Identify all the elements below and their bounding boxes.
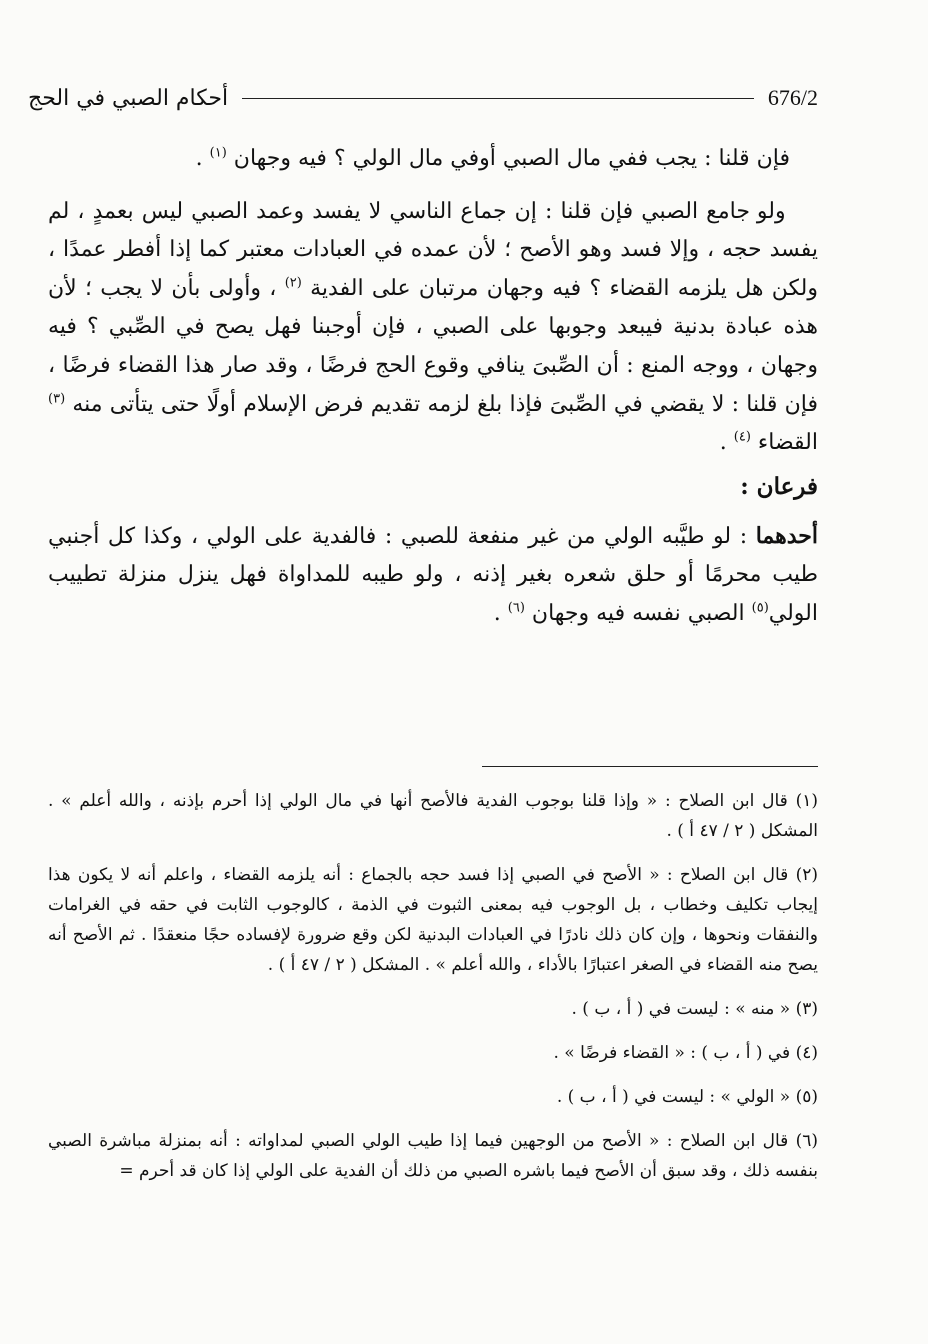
paragraph-2	[48, 193, 818, 463]
header-rule	[242, 98, 754, 99]
footnote-ref-5: (٥)	[751, 600, 769, 616]
paragraph-3-text-a: : لو طيَّبه الولي من غير منفعة للصبي : فالفدية على الولي ، وكذا كل أجنبي طيب محرمًا أو حلق شعره بغير إذنه ، ولو طيبه للمداواة فهل ينزل منزلة تطييب الولي	[48, 523, 818, 626]
section-heading: فرعان :	[740, 472, 818, 500]
paragraph-3-text-b: الصبي نفسه فيه وجهان	[531, 600, 752, 626]
main-text	[48, 140, 818, 634]
paragraph-2-text-c: القضاء	[757, 430, 818, 456]
paragraph-2-text-b: ، وأولى بأن لا يجب ؛ لأن هذه عبادة بدنية فيبعد وجوبها على الصبي ، فإن أوجبنا فهل يصح في الصِّبي ؟ فيه وجهان ، ووجه المنع : أن الصِّبىَ ينافي وقوع الحج فرضًا ، وقد صار هذا القضاء فرضًا ، فإن قلنا : لا يقضي في الصِّبىَ فإذا بلغ لزمه تقديم فرض الإسلام أولًا حتى يتأتى منه	[48, 275, 818, 417]
paragraph-1	[48, 140, 818, 179]
running-header	[28, 78, 818, 118]
paragraph-1-text: فإن قلنا : يجب ففي مال الصبي أوفي مال الولي ؟ فيه وجهان	[233, 146, 791, 171]
paragraph-3-end: .	[493, 600, 508, 626]
footnote-2: (٢) قال ابن الصلاح : « الأصح في الصبي إذا فسد حجه بالجماع : أنه يلزمه القضاء ، واعلم أنه لا يكون هذا إيجاب تكليف وخطاب ، بل الوجوب فيه بمعنى الثبوت في الذمة ، كالوجوب الثابت في حقه في الغرامات والنفقات ونحوها ، وإن كان ذلك نادرًا في العبادات البدنية لكن وقع ضرورة لإفساده حجًا منعقدًا . ثم الأصح أنه يصح منه القضاء في الصغر اعتبارًا بالأداء ، والله أعلم » . المشكل ( ٢ / ٤٧ أ ) .	[48, 865, 818, 975]
book-title: أحكام الصبي في الحج	[28, 85, 229, 111]
paragraph-2-end: .	[719, 430, 734, 456]
paragraph-2-text-a: ولو جامع الصبي فإن قلنا : إن جماع الناسي لا يفسد وعمد الصبي ليس بعمدٍ ، لم يفسد حجه ، وإلا فسد وهو الأصح ؛ لأن عمده في العبادات معتبر كما إذا أفطر عمدًا ، ولكن هل يلزمه القضاء ؟ فيه وجهان مرتبان على الفدية	[48, 198, 818, 301]
footnote-4: (٤) في ( أ ، ب ) : « القضاء فرضًا » .	[553, 1043, 818, 1063]
footnote-ref-1: (١)	[209, 145, 227, 161]
footnotes	[48, 786, 818, 1200]
footnote-1: (١) قال ابن الصلاح : « وإذا قلنا بوجوب الفدية فالأصح أنها في مال الولي إذا أحرم بإذنه ، والله أعلم » . المشكل ( ٢ / ٤٧ أ ) .	[48, 791, 818, 841]
footnote-3: (٣) « منه » : ليست في ( أ ، ب ) .	[571, 999, 818, 1019]
footnote-ref-6: (٦)	[507, 600, 525, 616]
footnote-separator	[482, 766, 818, 767]
paragraph-1-end: .	[195, 146, 210, 171]
paragraph-3	[48, 517, 818, 634]
footnote-6: (٦) قال ابن الصلاح : « الأصح من الوجهين فيما إذا طيب الولي الصبي لمداواته : أنه بمنزلة مباشرة الصبي بنفسه ذلك ، وقد سبق أن الأصح فيما باشره الصبي من ذلك أن الفدية على الولي إذا كان قد أحرم =	[48, 1131, 818, 1181]
footnote-ref-2: (٢)	[284, 275, 302, 291]
footnote-ref-3: (٣)	[48, 391, 66, 407]
footnote-5: (٥) « الولي » : ليست في ( أ ، ب ) .	[556, 1087, 818, 1107]
page-number: 676/2	[767, 85, 818, 110]
paragraph-3-lead: أحدهما	[755, 522, 818, 549]
footnote-ref-4: (٤)	[733, 429, 751, 445]
